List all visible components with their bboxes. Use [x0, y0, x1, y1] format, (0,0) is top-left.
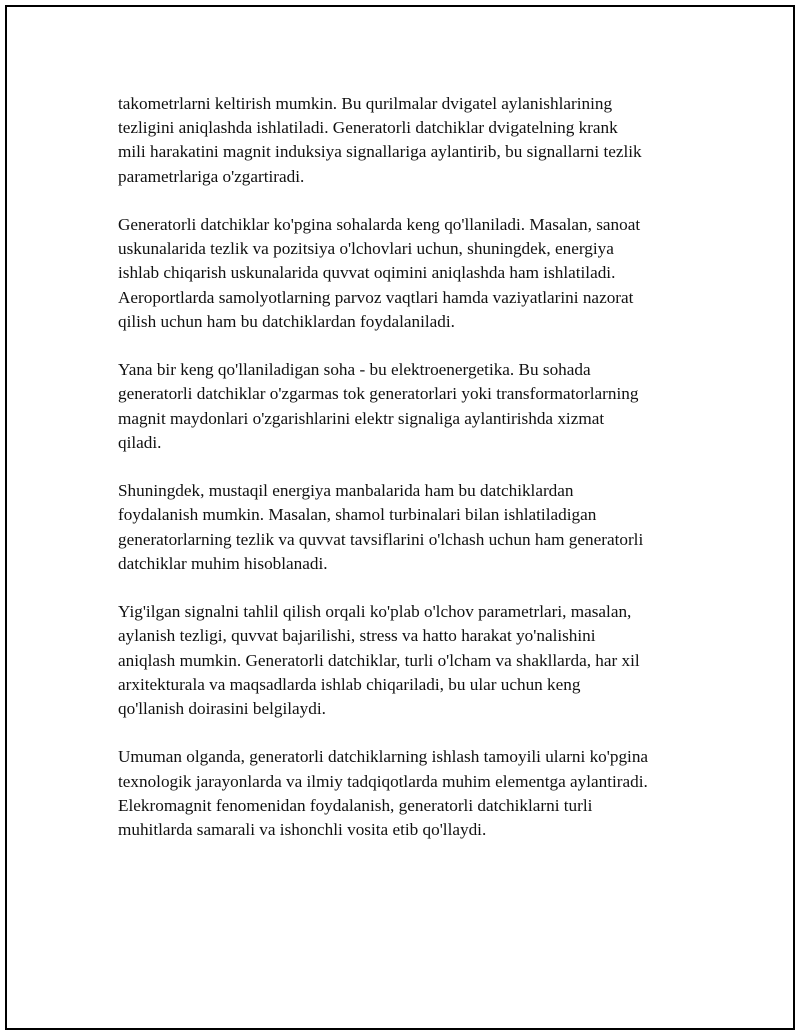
- paragraph-2: Generatorli datchiklar ko'pgina sohalarda keng qo'llaniladi. Masalan, sanoat uskunalarida tezlik va pozitsiya o'lchovlari uchun, shuningdek, energiya ishlab chiqarish uskunalarida quvvat oqimini aniqlashda ham ishlatiladi. Aeroportlarda samolyotlarning parvoz vaqtlari hamda vaziyatlarini nazorat qilish uchun ham bu datchiklardan foydalaniladi.: [118, 215, 641, 331]
- paragraph-5: Yig'ilgan signalni tahlil qilish orqali ko'plab o'lchov parametrlari, masalan, aylanish tezligi, quvvat bajarilishi, stress va hatto harakat yo'nalishini aniqlash mumkin. Generatorli datchiklar, turli o'lcham va shakllarda, har xil arxitekturala va maqsadlarda ishlab chiqariladi, bu ular uchun keng qo'llanish doirasini belgilaydi.: [118, 602, 640, 719]
- document-body: [118, 92, 693, 866]
- paragraph-4: Shuningdek, mustaqil energiya manbalarida ham bu datchiklardan foydalanish mumkin. Masalan, shamol turbinalari bilan ishlatiladigan generatorlarning tezlik va quvvat tavsiflarini o'lchash uchun ham generatorli datchiklar muhim hisoblanadi.: [118, 481, 644, 573]
- paragraph-6: Umuman olganda, generatorli datchiklarning ishlash tamoyili ularni ko'pgina texnologik jarayonlarda va ilmiy tadqiqotlarda muhim elementga aylantiradi. Elekromagnit fenomenidan foydalanish, generatorli datchiklarni turli muhitlarda samarali va ishonchli vosita etib qo'llaydi.: [118, 747, 649, 840]
- paragraph-1: takometrlarni keltirish mumkin. Bu qurilmalar dvigatel aylanishlarining tezligini aniqlashda ishlatiladi. Generatorli datchiklar dvigatelning krank mili harakatini magnit induksiya signallariga aylantirib, bu signallarni tezlik parametrlariga o'zgartiradi.: [118, 94, 642, 186]
- paragraph-3: Yana bir keng qo'llaniladigan soha - bu elektroenergetika. Bu sohada generatorli datchiklar o'zgarmas tok generatorlari yoki transformatorlarning magnit maydonlari o'zgarishlarini elektr signaliga aylantirishda xizmat qiladi.: [118, 360, 639, 452]
